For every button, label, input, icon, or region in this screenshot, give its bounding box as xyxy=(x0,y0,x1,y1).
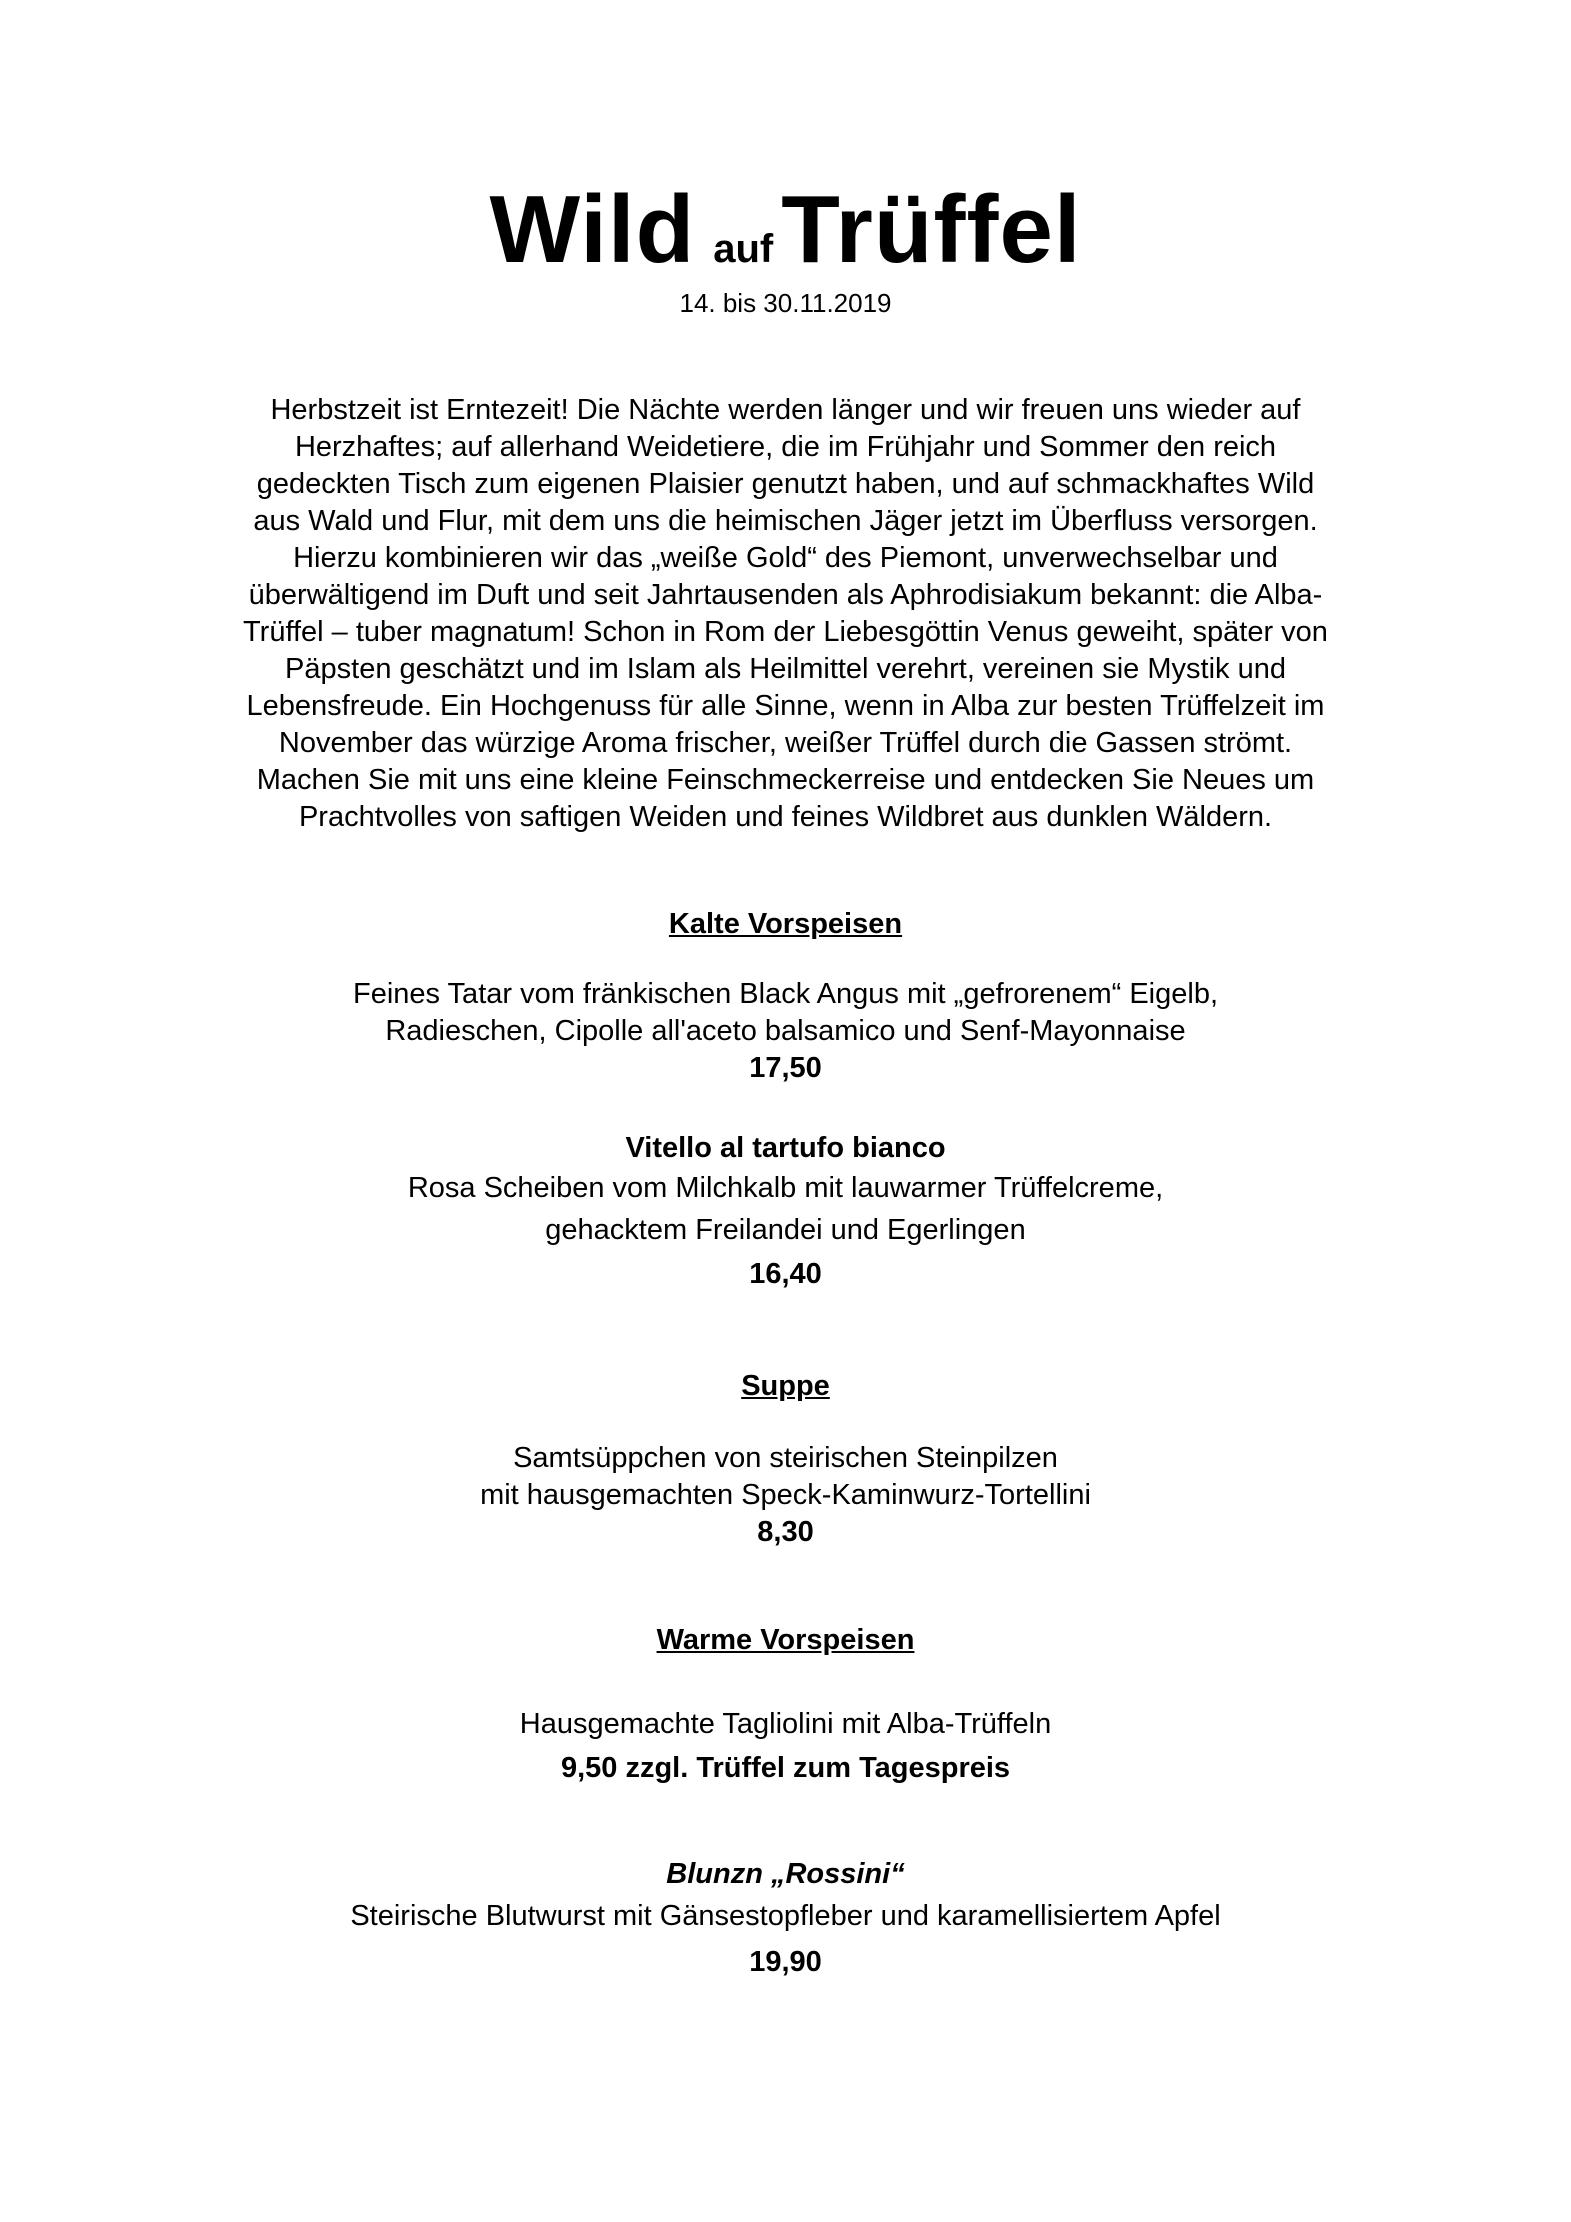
dish-price: 16,40 xyxy=(749,1258,822,1290)
dish-name: Vitello al tartufo bianco xyxy=(625,1132,946,1164)
dish-name: Blunzn „Rossini“ xyxy=(666,1858,905,1890)
intro-line: Herzhaftes; auf allerhand Weidetiere, die im Frühjahr und Sommer den reich xyxy=(294,431,1277,463)
intro-line: Hierzu kombinieren wir das „weiße Gold“ des Piemont, unverwechselbar und xyxy=(293,542,1278,574)
section-heading-suppe: Suppe xyxy=(741,1370,830,1402)
dish-description xyxy=(0,1440,1571,1514)
title-word-wild: Wild xyxy=(489,176,696,283)
intro-line: Herbstzeit ist Erntezeit! Die Nächte werden länger und wir freuen uns wieder auf xyxy=(270,394,1301,426)
date-range: 14. bis 30.11.2019 xyxy=(679,288,892,318)
intro-line: Machen Sie mit uns eine kleine Feinschmeckerreise und entdecken Sie Neues um xyxy=(256,764,1315,796)
title-word-trueffel: Trüffel xyxy=(781,176,1082,283)
intro-line: Lebensfreude. Ein Hochgenuss für alle Sinne, wenn in Alba zur besten Trüffelzeit im xyxy=(246,690,1325,722)
dish-description xyxy=(0,1898,1571,1935)
dish-price: 9,50 zzgl. Trüffel zum Tagespreis xyxy=(560,1752,1011,1784)
intro-line: Päpsten geschätzt und im Islam als Heilmittel verehrt, vereinen sie Mystik und xyxy=(285,653,1286,685)
page-title xyxy=(0,172,1571,287)
dish-description-line: Rosa Scheiben vom Milchkalb mit lauwarmer Trüffelcreme, xyxy=(407,1172,1164,1204)
dish-description xyxy=(0,976,1571,1050)
intro-line: November das würzige Aroma frischer, weißer Trüffel durch die Gassen strömt. xyxy=(278,727,1293,759)
dish-price: 17,50 xyxy=(749,1052,822,1084)
intro-line: aus Wald und Flur, mit dem uns die heimischen Jäger jetzt im Überfluss versorgen. xyxy=(253,505,1318,537)
title-connector: auf xyxy=(713,227,774,271)
dish-price: 8,30 xyxy=(757,1516,814,1548)
dish-description-line: Hausgemachte Tagliolini mit Alba-Trüffeln xyxy=(519,1708,1052,1740)
dish-description-line: Radieschen, Cipolle all'aceto balsamico und Senf-Mayonnaise xyxy=(385,1015,1186,1047)
intro-line: gedeckten Tisch zum eigenen Plaisier genutzt haben, und auf schmackhaftes Wild xyxy=(256,468,1315,500)
intro-paragraph xyxy=(170,392,1401,836)
intro-line: Prachtvolles von saftigen Weiden und feines Wildbret aus dunklen Wäldern. xyxy=(298,801,1273,833)
dish-description-line: Samtsüppchen von steirischen Steinpilzen xyxy=(513,1442,1058,1474)
section-heading-warme-vorspeisen: Warme Vorspeisen xyxy=(656,1624,915,1656)
dish-price: 19,90 xyxy=(749,1946,822,1978)
dish-description-line: Feines Tatar vom fränkischen Black Angus mit „gefrorenem“ Eigelb, xyxy=(352,978,1218,1010)
dish-description xyxy=(0,1170,1571,1249)
section-heading-kalte-vorspeisen: Kalte Vorspeisen xyxy=(668,908,903,940)
dish-description-line: gehacktem Freilandei und Egerlingen xyxy=(545,1214,1026,1246)
intro-line: Trüffel – tuber magnatum! Schon in Rom der Liebesgöttin Venus geweiht, später von xyxy=(243,616,1328,648)
dish-description-line: mit hausgemachten Speck-Kaminwurz-Tortellini xyxy=(480,1479,1091,1511)
intro-line: überwältigend im Duft und seit Jahrtausenden als Aphrodisiakum bekannt: die Alba- xyxy=(248,579,1323,611)
dish-description-line: Steirische Blutwurst mit Gänsestopfleber und karamellisiertem Apfel xyxy=(350,1900,1221,1932)
dish-description xyxy=(0,1706,1571,1743)
